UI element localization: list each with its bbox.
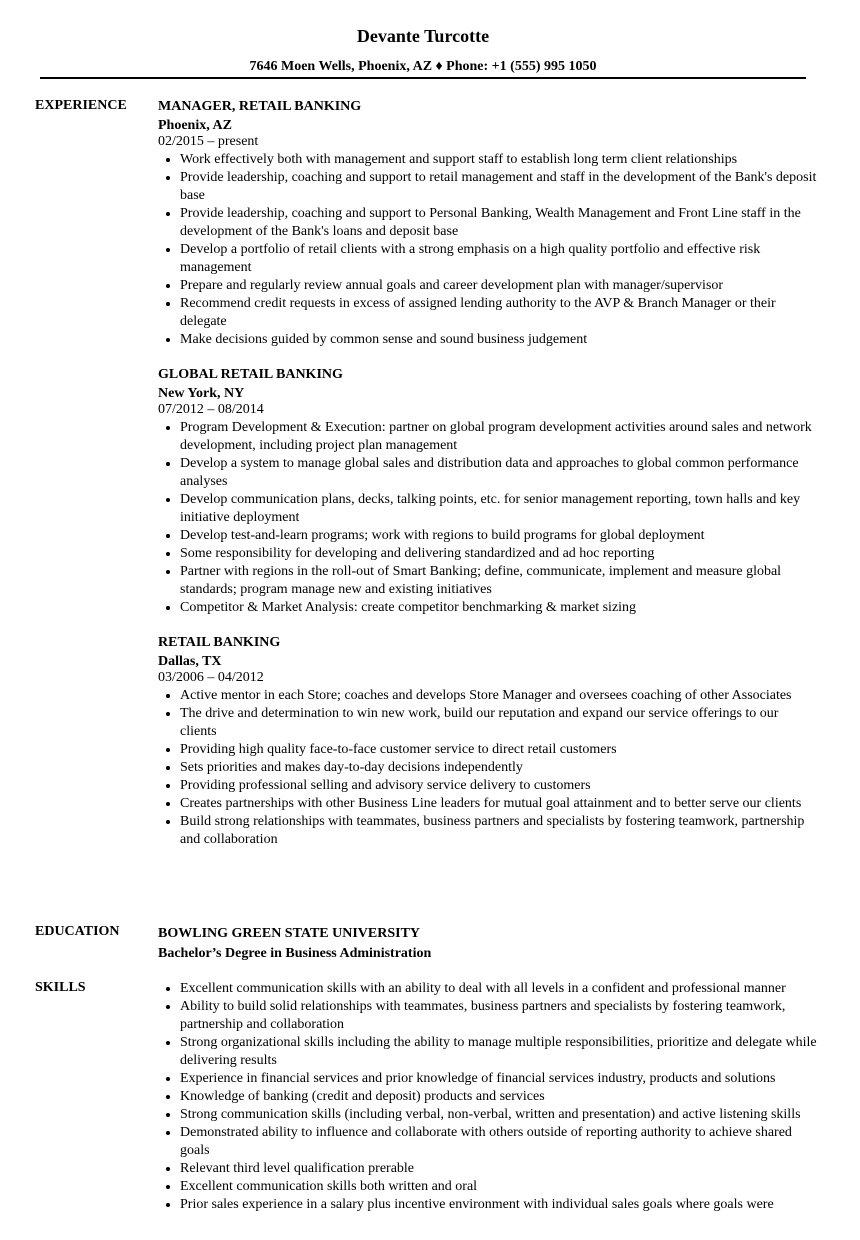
- list-item: • Make decisions guided by common sense and sound business judgement: [180, 331, 818, 349]
- list-item: • Recommend credit requests in excess of assigned lending authority to the AVP & Branch Manager or their delegate: [180, 295, 818, 331]
- list-item: • Creates partnerships with other Business Line leaders for mutual goal attainment and to better serve our clients: [180, 795, 818, 813]
- job-dates: 07/2012 – 08/2014: [158, 402, 264, 417]
- experience-section: [158, 98, 818, 866]
- job-title: MANAGER, RETAIL BANKING: [158, 99, 362, 114]
- list-item: • Ability to build solid relationships with teammates, business partners and specialists by fostering teamwork, partnership and collaboration: [180, 998, 818, 1034]
- section-label-skills: SKILLS: [35, 980, 86, 995]
- job-location: Phoenix, AZ: [158, 118, 232, 133]
- list-item: • Excellent communication skills both written and oral: [180, 1178, 818, 1196]
- list-item: • Develop a system to manage global sales and distribution data and approaches to global common performance analyses: [180, 455, 818, 491]
- degree: Bachelor’s Degree in Business Administration: [158, 946, 432, 961]
- list-item: • Relevant third level qualification prerable: [180, 1160, 818, 1178]
- skills-section: [158, 980, 818, 1214]
- job-dates: 03/2006 – 04/2012: [158, 670, 264, 685]
- header-divider: [40, 77, 806, 79]
- job-bullets: [158, 151, 818, 349]
- list-item: • Experience in financial services and prior knowledge of financial services industry, products and solutions: [180, 1070, 818, 1088]
- list-item: • Sets priorities and makes day-to-day decisions independently: [180, 759, 818, 777]
- list-item: • Providing high quality face-to-face customer service to direct retail customers: [180, 741, 818, 759]
- contact-line: 7646 Moen Wells, Phoenix, AZ ♦ Phone: +1 (555) 995 1050: [249, 59, 597, 74]
- job-entry: [158, 634, 818, 849]
- list-item: • Build strong relationships with teammates, business partners and specialists by fostering teamwork, partnership and collaboration: [180, 813, 818, 849]
- skills-list: [158, 980, 818, 1214]
- list-item: • Provide leadership, coaching and support to Personal Banking, Wealth Management and Front Line staff in the development of the Bank's loans and deposit base: [180, 205, 818, 241]
- list-item: • Develop test-and-learn programs; work with regions to build programs for global deployment: [180, 527, 818, 545]
- job-location: New York, NY: [158, 386, 245, 401]
- list-item: • Partner with regions in the roll-out of Smart Banking; define, communicate, implement and measure global standards; program manage new and existing initiatives: [180, 563, 818, 599]
- list-item: • Knowledge of banking (credit and deposit) products and services: [180, 1088, 818, 1106]
- list-item: • Strong organizational skills including the ability to manage multiple responsibilities, prioritize and delegate while delivering results: [180, 1034, 818, 1070]
- job-bullets: [158, 419, 818, 617]
- job-bullets: [158, 687, 818, 849]
- list-item: • Excellent communication skills with an ability to deal with all levels in a confident and professional manner: [180, 980, 818, 998]
- list-item: • Work effectively both with management and support staff to establish long term client relationships: [180, 151, 818, 169]
- list-item: • Demonstrated ability to influence and collaborate with others outside of reporting authority to achieve shared goals: [180, 1124, 818, 1160]
- education-section: [158, 924, 818, 964]
- list-item: • Active mentor in each Store; coaches and develops Store Manager and oversees coaching of other Associates: [180, 687, 818, 705]
- job-title: RETAIL BANKING: [158, 635, 281, 650]
- list-item: • Some responsibility for developing and delivering standardized and ad hoc reporting: [180, 545, 818, 563]
- list-item: • Providing professional selling and advisory service delivery to customers: [180, 777, 818, 795]
- job-title: GLOBAL RETAIL BANKING: [158, 367, 343, 382]
- job-entry: [158, 366, 818, 617]
- list-item: • Develop communication plans, decks, talking points, etc. for senior management reporting, town halls and key initiative deployment: [180, 491, 818, 527]
- list-item: • Prepare and regularly review annual goals and career development plan with manager/supervisor: [180, 277, 818, 295]
- list-item: • Competitor & Market Analysis: create competitor benchmarking & market sizing: [180, 599, 818, 617]
- list-item: • Prior sales experience in a salary plus incentive environment with individual sales goals where goals were: [180, 1196, 818, 1214]
- candidate-name: Devante Turcotte: [356, 26, 490, 46]
- section-label-education: EDUCATION: [35, 924, 120, 939]
- job-dates: 02/2015 – present: [158, 134, 259, 149]
- job-entry: [158, 98, 818, 349]
- list-item: • Develop a portfolio of retail clients with a strong emphasis on a high quality portfolio and effective risk management: [180, 241, 818, 277]
- school-name: BOWLING GREEN STATE UNIVERSITY: [158, 926, 421, 941]
- list-item: • Provide leadership, coaching and support to retail management and staff in the development of the Bank's deposit base: [180, 169, 818, 205]
- job-location: Dallas, TX: [158, 654, 222, 669]
- list-item: • Strong communication skills (including verbal, non-verbal, written and presentation) and active listening skills: [180, 1106, 818, 1124]
- section-label-experience: EXPERIENCE: [35, 98, 127, 113]
- list-item: • The drive and determination to win new work, build our reputation and expand our service offerings to our clients: [180, 705, 818, 741]
- list-item: • Program Development & Execution: partner on global program development activities around sales and network development, including project plan management: [180, 419, 818, 455]
